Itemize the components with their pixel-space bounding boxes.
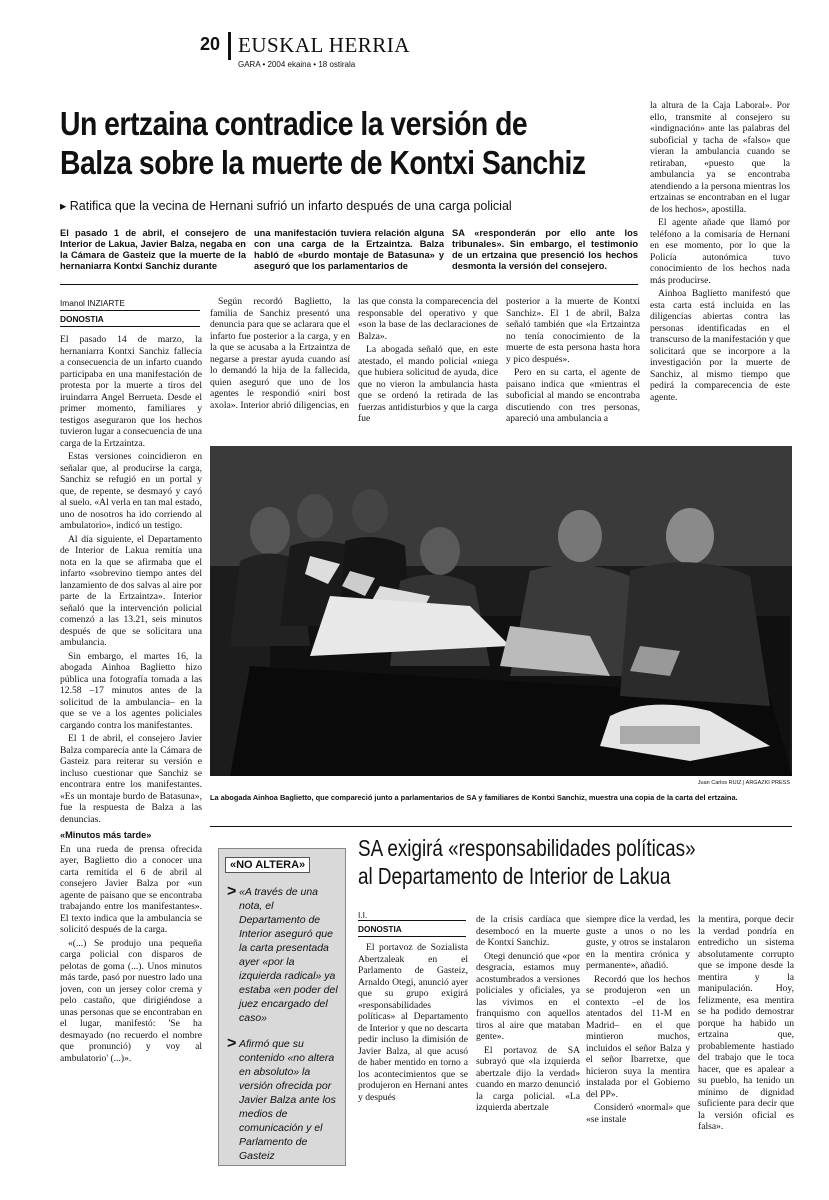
article2-byline-location: DONOSTIA [358,924,402,934]
paragraph: las que consta la comparecencia del responsable del operativo y que «son la base de las declaraciones de Balza». [358,296,498,342]
sidebar-quote-box [218,848,346,1166]
paragraph: de la crisis cardíaca que desembocó en la muerte de Kontxi Sanchiz. [476,914,580,948]
press-conference-photo [210,446,792,776]
section-rule [210,826,792,827]
date-line: GARA • 2004 ekaina • 18 ostirala [238,60,356,69]
headline-line-1: Un ertzaina contradice la versión de [60,105,528,142]
article2-column-1 [358,942,468,1164]
sidebar-label: «NO ALTERA» [225,857,310,873]
article2-byline-author: I.I. [358,910,368,920]
paragraph: posterior a la muerte de Kontxi Sanchiz». El 1 de abril, Balza señaló también que «la Ertzaintza no tenía conocimiento de la muerte de esta persona hasta hora y pico después». [506,296,640,365]
article2-byline-rule-2 [358,936,466,937]
article-column-1 [60,334,202,1164]
headline [60,104,586,182]
column-subhead: «Minutos más tarde» [60,830,152,840]
sidebar-quote-2: Afirmó que su contenido «no altera en absoluto» la versión ofrecida por Javier Balza ante los medios de comunicación y el Parlamento de Gasteiz [239,1038,336,1162]
headline-line-2: Balza sobre la muerte de Kontxi Sanchiz [60,144,586,181]
article2-headline-line-2: al Departamento de Interior de Lakua [358,863,671,889]
byline-rule [60,310,200,311]
article2-headline [358,834,719,890]
paragraph: la mentira, porque decir la verdad pondría en entredicho un sistema absolutamente corrupto que se impone desde la mentira y la manipulación. Hoy, felizmente, esa mentira se ha podido demostrar porque ha habido un ertzaina que, probablemente hastiado del trabajo que le toca hacer, que es apalear a su pueblo, ha tenido un mínimo de dignidad suficiente para decir que la versión oficial es falsa». [698,914,794,1132]
sidebar-quote-1: «A través de una nota, el Departamento de Interior aseguró que la carta presentada ayer «por la izquierda radical» ya estaba «en poder del juez encargado del caso» [239,886,338,1024]
article-column-5 [650,100,790,450]
paragraph: siempre dice la verdad, les guste a unos o no les guste, y otros se instalaron en la mentira crónica y permanente», añadió. [586,914,690,971]
paragraph: En una rueda de prensa ofrecida ayer, Baglietto dio a conocer una carta remitida el 6 de abril al consejero Javier Balza por «un agente de paisano que se encontraba trabajando entre los manifestantes». El texto indica que la ambulancia se solicitó después de la carga. [60,843,202,935]
photo-credit: Juan Carlos RUIZ | ARGAZKI PRESS [697,780,790,786]
paragraph: Estas versiones coincidieron en señalar que, al producirse la carga, Sanchiz se refugió en un portal y que, de repente, se desmayó y cayó al suelo. «Al verla en tan mal estado, uno de nosotros ha ido corriendo al ambulatorio», indicó un testigo. [60,451,202,531]
paragraph: El portavoz de Sozialista Abertzaleak en el Parlamento de Gasteiz, Arnaldo Otegi, anunció ayer que su grupo exigirá «responsabilidades políticas» al Departamento de Interior y que no descarta pedir incluso la dimisión de Javier Balza, al que acusó de haber mentido en torno a los acontecimientos que se produjeron en Hernani antes y después [358,942,468,1103]
section-title: EUSKAL HERRIA [238,33,410,57]
article2-column-2 [476,914,580,1164]
lead-rule [60,284,638,285]
paragraph: El 1 de abril, el consejero Javier Balza comparecía ante la Cámara de Gasteiz para reiterar su versión e incluso cuestionar que Sanchiz se encontrara entre los manifestantes. «Es un montaje burdo de Batasuna», fue la respuesta de Balza a las denuncias. [60,733,202,825]
byline-author: Imanol INZIARTE [60,298,125,308]
paragraph: Consideró «normal» que «se instale [586,1102,690,1125]
paragraph: Recordó que los hechos se produjeron «en un contexto –el de los atentados del 11-M en Madrid– en el que mintieron muchos, incluidos el señor Balza y el señor Ibarretxe, que hicieron suya la mentira instalada por el Gobierno del PP». [586,973,690,1100]
header-divider [228,32,231,60]
lead-col-2: una manifestación tuviera relación alguna con una carga de la Ertzaintza. Balza habló de «burdo montaje de Batasuna» y aseguró que los parlamentarios de [254,228,444,271]
article2-column-3 [586,914,690,1164]
page-header [196,30,616,76]
lead-col-3: SA «responderán por ello ante los tribunales». Sin embargo, el testimonio de un ertzaina que presenció los hechos desmonta la versión del consejero. [452,228,638,271]
paragraph: Ainhoa Baglietto manifestó que esta carta está incluida en las diligencias abiertas contra las personas identificadas en el transcurso de la manifestación y que solicitará que se incorpore a la investigación por la muerte de Sanchiz, al mismo tiempo que pedirá la comparecencia de este agente. [650,288,790,403]
byline-location: DONOSTIA [60,314,104,324]
paragraph: Pero en su carta, el agente de paisano indica que «mientras el suboficial al mando se encontraba discutiendo con tres personas, apareció una ambulancia a [506,367,640,424]
paragraph: Otegi denunció que «por desgracia, estamos muy acostumbrados a versiones policiales y oficiales, ya las vivimos en el franquismo con aquellos tiros al aire que mataban gente». [476,950,580,1042]
paragraph: Sin embargo, el martes 16, la abogada Ainhoa Baglietto hizo pública una fotografía tomada a las 12.58 –17 minutos antes de la solicitud de la ambulancia– en la que se ve a los agentes policiales cargando contra los manifestantes. [60,650,202,731]
paragraph: El portavoz de SA subrayó que «la izquierda abertzale dijo la verdad» cuando en marzo denunció la carga policial. «La izquierda abertzale [476,1044,580,1113]
article-column-4 [506,296,640,436]
photo-caption: La abogada Ainhoa Baglietto, que compareció junto a parlamentarios de SA y familiares de Kontxi Sanchiz, muestra una copia de la carta del ertzaina. [210,793,738,802]
subtitle [60,198,660,213]
article-column-3 [358,296,498,436]
paragraph: Al día siguiente, el Departamento de Interior de Lakua remitía una nota en la que se afirmaba que el infarto «sobrevino tiempo antes del lanzamiento de dos salvas al aire por parte de la Ertzaintza». Interior señaló que la intervención policial comenzó a las 13.21, seis minutos después de que se solicitara una ambulancia. [60,533,202,648]
paragraph: El pasado 14 de marzo, la hernaniarra Kontxi Sanchiz fallecía a consecuencia de un infarto cuando participaba en una manifestación de protesta por la muerte a tiros del iruindarra Angel Berrueta. Desde el primer momento, familiares y testigos aseguraron que los hechos tuvieron lugar a consecuencia de una carga de la Ertzaintza. [60,334,202,449]
subtitle-text: Ratifica que la vecina de Hernani sufrió un infarto después de una carga policial [69,199,512,213]
paragraph: «(...) Se produjo una pequeña carga policial con disparos de pelotas de goma (...). Unos minutos más tarde, pasó por nuestro lado una joven, con un jersey color crema y pelo castaño, que dirigiéndose a unas personas que se encontraban en el lugar, manifestó: 'Se ha desmayado (no recuerdo el nombre que pronunció) y voy al ambulatorio' (...)». [60,937,202,1064]
byline-rule-2 [60,326,200,327]
article-column-2 [210,296,350,436]
lead-col-1: El pasado 1 de abril, el consejero de Interior de Lakua, Javier Balza, negaba en la Cámara de Gasteiz que la muerte de la hernaniarra Kontxi Sanchiz durante [60,228,246,271]
article2-headline-line-1: SA exigirá «responsabilidades políticas» [358,835,696,861]
sidebar-quote-mark-icon-1: > [227,883,237,900]
subtitle-marker-icon: ▸ [60,199,70,213]
paragraph: La abogada señaló que, en este atestado, el mando policial «niega que hubiera solicitud de ayuda, dice que no vieron la ambulancia hasta que se ordenó la retirada de las fuerzas antidisturbios y que la carga fue [358,344,498,424]
photo-illustration [210,446,792,776]
sidebar-quote-mark-icon-2: > [227,1035,237,1052]
paragraph: la altura de la Caja Laboral». Por ello, transmite al consejero su «indignación» ante las palabras del suboficial y tacha de «falso» que vieran la ambulancia cuando se retiraban, «puesto que la ambulancia ya se encontraba atendiendo a la persona mientras los ertzainas se encontraban en el lugar de los hechos», apostilla. [650,100,790,215]
paragraph: Según recordó Baglietto, la familia de Sanchiz presentó una denuncia para que se aclarara que el infarto fue posterior a la carga, y en la que se acusaba a la Ertzaintza de negarse a prestar ayuda cuando así lo demandó la hija de la fallecida, quien aseguró que uno de los agentes le respondió «niri bost axola». Interior abrió diligencias, en [210,296,350,411]
page-number: 20 [200,34,221,54]
article2-byline-rule [358,920,466,921]
paragraph: El agente añade que llamó por teléfono a la comisaría de Hernani en ese momento, por lo que la Policía autonómica tuvo conocimiento de los hechos nada más producirse. [650,217,790,286]
article2-column-4 [698,914,794,1164]
